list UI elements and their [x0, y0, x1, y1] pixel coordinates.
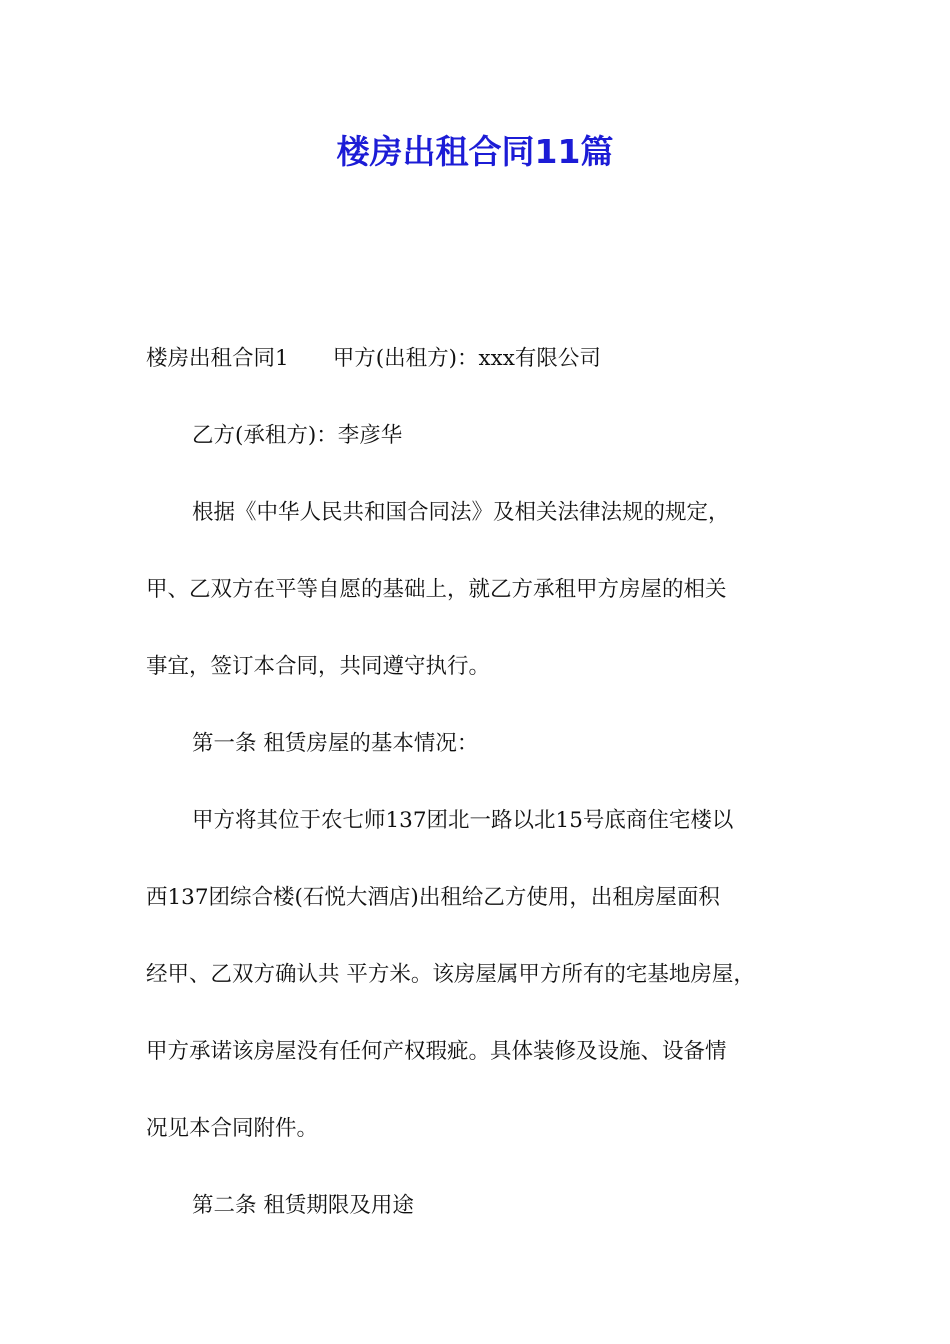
document-title: 楼房出租合同11篇: [336, 132, 614, 171]
paragraph-line-heading: [146, 333, 836, 410]
paragraph-line: 甲方承诺该房屋没有任何产权瑕疵。具体装修及设施、设备情: [146, 1039, 727, 1064]
paragraph-line: 甲方将其位于农七师137团北一路以北15号底商住宅楼以: [192, 808, 734, 833]
document-body: [146, 333, 836, 1257]
paragraph-line: 事宜，签订本合同，共同遵守执行。: [146, 654, 491, 679]
paragraph-line: 况见本合同附件。: [146, 1116, 319, 1141]
paragraph-line: 根据《中华人民共和国合同法》及相关法律法规的规定，: [192, 500, 730, 525]
paragraph-line: 西137团综合楼(石悦大酒店)出租给乙方使用，出租房屋面积: [146, 885, 720, 910]
party-a-text: 甲方(出租方)：xxx有限公司: [332, 346, 601, 371]
paragraph-line: 乙方(承租方)：李彦华: [192, 423, 403, 448]
paragraph-line: 经甲、乙双方确认共 平方米。该房屋属甲方所有的宅基地房屋，: [146, 962, 755, 987]
paragraph-line: 甲、乙双方在平等自愿的基础上，就乙方承租甲方房屋的相关: [146, 577, 727, 602]
section-heading-1: 第一条 租赁房屋的基本情况：: [192, 731, 479, 756]
contract-heading: 楼房出租合同1: [146, 346, 289, 371]
section-heading-2: 第二条 租赁期限及用途: [192, 1193, 414, 1218]
